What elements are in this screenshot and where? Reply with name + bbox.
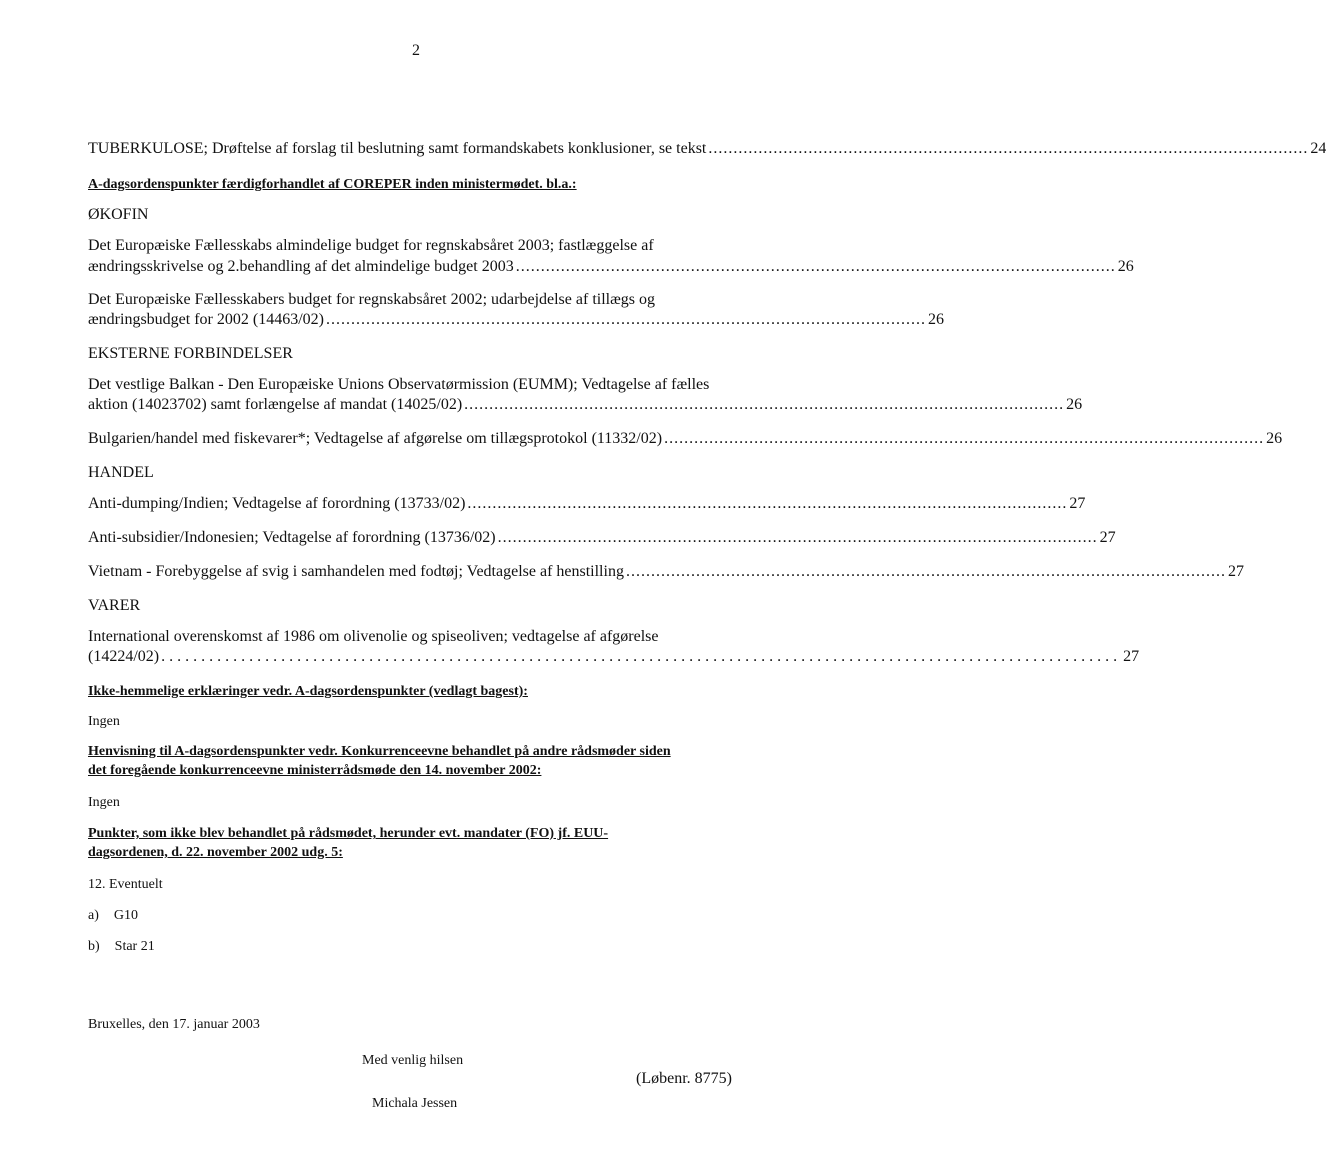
toc-page: 27 (1099, 529, 1116, 546)
reference-heading-line1: Henvisning til A-dagsordenspunkter vedr. Konkurrenceevne behandlet på andre rådsmøder siden (88, 744, 671, 759)
toc-page: 27 (1123, 648, 1140, 665)
signature: Michala Jessen (372, 1096, 458, 1111)
toc-entry-line1: International overenskomst af 1986 om olivenolie og spiseoliven; vedtagelse af afgørelse (88, 628, 659, 645)
not-handled-heading-line2: dagsordenen, d. 22. november 2002 udg. 5: (88, 845, 343, 860)
toc-entry-eksterne-1 (88, 395, 1083, 415)
toc-page: 27 (1069, 495, 1086, 512)
place-date: Bruxelles, den 17. januar 2003 (88, 1017, 260, 1032)
sub-item-b (88, 938, 155, 956)
toc-entry-line1: Det Europæiske Fællesskabs almindelige budget for regnskabsåret 2003; fastlæggelse af (88, 237, 654, 254)
leader-dots: ........................................................................................................................ (161, 648, 1122, 665)
toc-entry-text: TUBERKULOSE; Drøftelse af forslag til beslutning samt formandskabets konklusioner, se tekst (88, 140, 707, 157)
leader-dots: ........................................................................................................................ (664, 430, 1265, 447)
non-secret-value: Ingen (88, 714, 120, 729)
toc-page: 26 (927, 311, 944, 328)
toc-entry-eksterne-2 (88, 429, 1283, 449)
reference-heading-line2: det foregående konkurrenceevne ministerrådsmøde den 14. november 2002: (88, 763, 542, 778)
toc-entry-text: (14224/02) (88, 648, 160, 665)
greeting: Med venlig hilsen (362, 1053, 464, 1068)
toc-entry-okofin-2 (88, 310, 944, 330)
toc-page: 24 (1310, 140, 1326, 157)
section-title-varer: VARER (88, 597, 141, 614)
toc-entry-line1: Det Europæiske Fællesskabers budget for regnskabsåret 2002; udarbejdelse af tillægs og (88, 291, 655, 308)
toc-entry-handel-1 (88, 494, 1086, 514)
toc-entry-text: Anti-dumping/Indien; Vedtagelse af forordning (13733/02) (88, 495, 466, 512)
sub-item-text: Star 21 (114, 939, 155, 954)
sub-item-text: G10 (113, 908, 139, 923)
leader-dots: ........................................................................................................................ (497, 529, 1098, 546)
toc-entry-line1: Det vestlige Balkan - Den Europæiske Unions Observatørmission (EUMM); Vedtagelse af fælles (88, 376, 710, 393)
leader-dots: ........................................................................................................................ (625, 563, 1226, 580)
leader-dots: ........................................................................................................................ (464, 396, 1065, 413)
toc-entry-okofin-1 (88, 257, 1134, 277)
toc-page: 27 (1227, 563, 1244, 580)
sub-item-a (88, 907, 138, 925)
toc-page: 26 (1066, 396, 1083, 413)
toc-entry-text: aktion (14023702) samt forlængelse af mandat (14025/02) (88, 396, 463, 413)
not-handled-item: 12. Eventuelt (88, 877, 163, 892)
toc-entry-text: ændringsskrivelse og 2.behandling af det almindelige budget 2003 (88, 258, 514, 275)
toc-entry-text: Vietnam - Forebyggelse af svig i samhandelen med fodtøj; Vedtagelse af henstilling (88, 563, 624, 580)
reference-value: Ingen (88, 795, 120, 810)
toc-entry-text: Anti-subsidier/Indonesien; Vedtagelse af forordning (13736/02) (88, 529, 496, 546)
toc-entry-handel-3 (88, 562, 1244, 582)
reference-number: (Løbenr. 8775) (636, 1070, 732, 1087)
leader-dots: ........................................................................................................................ (325, 311, 926, 328)
page-number: 2 (412, 42, 420, 59)
toc-entry-text: Bulgarien/handel med fiskevarer*; Vedtagelse af afgørelse om tillægsprotokol (11332/02) (88, 430, 663, 447)
leader-dots: ........................................................................................................................ (515, 258, 1116, 275)
section-title-eksterne: EKSTERNE FORBINDELSER (88, 345, 293, 362)
toc-page: 26 (1117, 258, 1134, 275)
leader-dots: ........................................................................................................................ (708, 140, 1309, 157)
section-title-handel: HANDEL (88, 464, 154, 481)
toc-page: 26 (1266, 430, 1283, 447)
leader-dots: ........................................................................................................................ (467, 495, 1068, 512)
toc-entry-text: ændringsbudget for 2002 (14463/02) (88, 311, 324, 328)
non-secret-heading: Ikke-hemmelige erklæringer vedr. A-dagsordenspunkter (vedlagt bagest): (88, 684, 528, 699)
toc-entry-tuberkulose (88, 139, 1326, 159)
not-handled-heading-line1: Punkter, som ikke blev behandlet på rådsmødet, herunder evt. mandater (FO) jf. EUU- (88, 826, 609, 841)
sub-item-label: b) (88, 939, 100, 954)
toc-entry-varer-1 (88, 647, 1140, 667)
sub-item-label: a) (88, 908, 99, 923)
toc-entry-handel-2 (88, 528, 1116, 548)
section-title-okofin: ØKOFIN (88, 206, 149, 223)
a-points-heading: A-dagsordenspunkter færdigforhandlet af COREPER inden ministermødet. bl.a.: (88, 177, 577, 192)
